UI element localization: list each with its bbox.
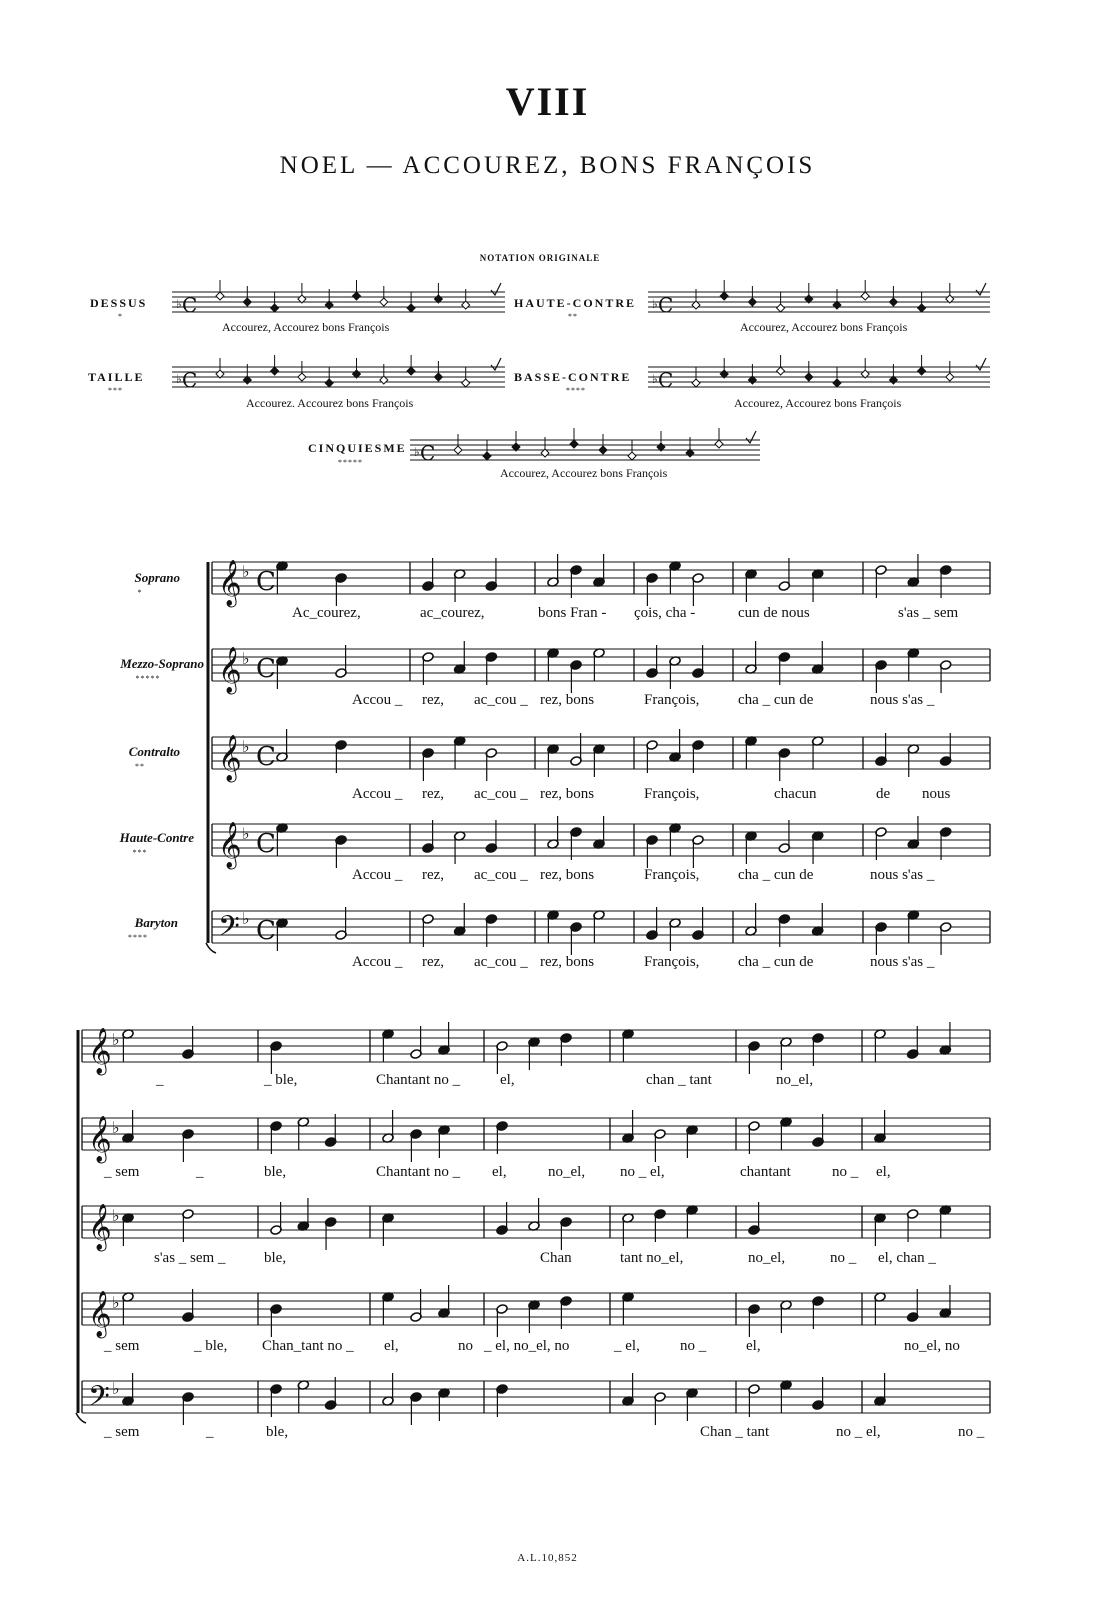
lyric: _ ble, — [264, 1072, 298, 1088]
mensuration-sign: C — [182, 293, 198, 317]
voice-mark-haute-contre: ** — [568, 312, 578, 321]
mensuration-sign: C — [658, 293, 674, 317]
treble-clef: 𝄞 — [218, 560, 242, 606]
lyric: bons Fran - — [538, 605, 607, 621]
treble-clef: 𝄞 — [218, 647, 242, 693]
custos — [746, 431, 756, 443]
mensuration-sign: C — [182, 368, 198, 392]
custos — [491, 358, 501, 370]
lyric: Chan_tant no _ — [262, 1338, 354, 1354]
lyric: Accou _ — [352, 867, 403, 883]
lyric: no _ — [832, 1164, 859, 1180]
lyric: Accou _ — [352, 954, 403, 970]
piece-title: NOEL — ACCOUREZ, BONS FRANÇOIS — [279, 152, 816, 179]
lyric: Chan _ tant — [700, 1424, 770, 1440]
brace-end — [206, 943, 216, 953]
voice-name-dessus: DESSUS — [90, 296, 148, 310]
staff-mark-soprano: * — [137, 588, 143, 597]
lyric: no_el, — [748, 1250, 786, 1266]
lyric: el, — [876, 1164, 891, 1180]
flat-sign: ♭ — [176, 297, 182, 311]
lyric: s'as _ sem — [898, 605, 959, 621]
voice-name-basse-contre: BASSE-CONTRE — [514, 370, 632, 384]
lyric: _ sem — [104, 1164, 140, 1180]
staff-label-haute-contre: Haute-Contre — [119, 830, 194, 845]
lyric: François, — [644, 867, 700, 883]
key-signature-flat: ♭ — [112, 1030, 120, 1049]
lyric: no_el, — [548, 1164, 586, 1180]
neume — [918, 304, 926, 312]
lyric: no_el, no — [904, 1338, 960, 1354]
neume — [628, 452, 636, 460]
neume — [946, 373, 954, 381]
brace-end — [76, 1413, 86, 1423]
lyric: el, chan _ — [878, 1250, 936, 1266]
treble-clef: 𝄞 — [88, 1291, 112, 1337]
neume — [599, 446, 607, 454]
lyric: rez, — [422, 786, 445, 802]
lyric: Chantant no _ — [376, 1164, 461, 1180]
voice-lyric-taille: Accourez. Accourez bons François — [246, 396, 414, 410]
lyric: ac_cou _ — [474, 867, 528, 883]
neume — [720, 292, 728, 300]
neume — [462, 379, 470, 387]
key-signature-flat: ♭ — [112, 1293, 120, 1312]
lyric: ac_cou _ — [474, 786, 528, 802]
lyric: cha _ cun de — [738, 867, 814, 883]
lyric: Ac_courez, — [292, 605, 361, 621]
neume — [298, 373, 306, 381]
lyric: François, — [644, 954, 700, 970]
lyric: nous s'as _ — [870, 692, 935, 708]
lyric: rez, bons — [540, 954, 595, 970]
staff-mark-mezzo-soprano: ***** — [135, 674, 161, 683]
neume — [454, 446, 462, 454]
lyric: nous s'as _ — [870, 867, 935, 883]
common-time: C — [256, 654, 276, 684]
lyric: Chantant no _ — [376, 1072, 461, 1088]
neume — [271, 367, 279, 375]
lyric: chantant — [740, 1164, 791, 1180]
voice-mark-taille: *** — [108, 386, 123, 395]
staff-label-contralto: Contralto — [128, 744, 180, 759]
voice-mark-dessus: * — [118, 312, 123, 321]
key-signature-flat: ♭ — [112, 1379, 120, 1398]
voice-name-cinquiesme: CINQUIESME — [308, 441, 407, 455]
lyric: no _ el, — [836, 1424, 881, 1440]
voice-lyric-basse-contre: Accourez, Accourez bons François — [734, 396, 902, 410]
lyric: çois, cha - — [634, 605, 696, 621]
neume — [715, 440, 723, 448]
neume — [777, 304, 785, 312]
lyric: _ sem — [104, 1338, 140, 1354]
custos — [976, 283, 986, 295]
lyric: François, — [644, 692, 700, 708]
key-signature-flat: ♭ — [242, 649, 250, 668]
lyric: chacun — [774, 786, 817, 802]
common-time: C — [256, 567, 276, 597]
key-signature-flat: ♭ — [242, 824, 250, 843]
lyric: _ — [196, 1164, 204, 1180]
lyric: no — [458, 1338, 473, 1354]
key-signature-flat: ♭ — [242, 737, 250, 756]
common-time: C — [256, 916, 276, 946]
lyric: _ ble, — [194, 1338, 228, 1354]
lyric: chan _ tant — [646, 1072, 712, 1088]
lyric: cun de nous — [738, 605, 810, 621]
lyric: de — [876, 786, 891, 802]
lyric: rez, bons — [540, 867, 595, 883]
treble-clef: 𝄞 — [88, 1116, 112, 1162]
lyric: Accou _ — [352, 692, 403, 708]
voice-mark-cinquiesme: ***** — [338, 458, 363, 467]
lyric: _ el, — [614, 1338, 640, 1354]
lyric: rez, — [422, 692, 445, 708]
lyric: Chan — [540, 1250, 572, 1266]
lyric: cha _ cun de — [738, 954, 814, 970]
lyric: ble, — [266, 1424, 289, 1440]
lyric: no _ — [958, 1424, 985, 1440]
lyric: no_el, — [776, 1072, 814, 1088]
custos — [491, 283, 501, 295]
flat-sign: ♭ — [414, 445, 420, 459]
lyric: ac_cou _ — [474, 692, 528, 708]
lyric: rez, — [422, 954, 445, 970]
neume — [407, 367, 415, 375]
plate-number: A.L.10,852 — [517, 1552, 578, 1564]
bass-clef: 𝄢 — [88, 1380, 110, 1420]
neume — [483, 452, 491, 460]
neume — [861, 292, 869, 300]
treble-clef: 𝄞 — [218, 735, 242, 781]
lyric: François, — [644, 786, 700, 802]
lyric: nous — [922, 786, 951, 802]
neume — [918, 367, 926, 375]
lyric: el, — [746, 1338, 761, 1354]
lyric: ble, — [264, 1164, 287, 1180]
custos — [976, 358, 986, 370]
neume — [243, 298, 251, 306]
voice-lyric-haute-contre: Accourez, Accourez bons François — [740, 320, 908, 334]
key-signature-flat: ♭ — [112, 1118, 120, 1137]
bass-clef: 𝄢 — [218, 910, 240, 950]
key-signature-flat: ♭ — [242, 909, 250, 928]
lyric: s'as _ sem _ — [154, 1250, 226, 1266]
neume — [777, 367, 785, 375]
staff-label-soprano: Soprano — [134, 570, 180, 585]
lyric: _ el, no_el, no — [484, 1338, 570, 1354]
staff-mark-baryton: **** — [128, 933, 148, 942]
lyric: Accou _ — [352, 786, 403, 802]
staff-mark-haute-contre: *** — [132, 848, 148, 857]
lyric: el, — [492, 1164, 507, 1180]
common-time: C — [256, 829, 276, 859]
lyric: ac_cou _ — [474, 954, 528, 970]
lyric: nous s'as _ — [870, 954, 935, 970]
voice-lyric-dessus: Accourez, Accourez bons François — [222, 320, 390, 334]
lyric: no _ el, — [620, 1164, 665, 1180]
neume — [407, 304, 415, 312]
lyric: no _ — [680, 1338, 707, 1354]
neume — [748, 298, 756, 306]
neume — [434, 373, 442, 381]
lyric: rez, bons — [540, 786, 595, 802]
neume — [216, 292, 224, 300]
staff-label-mezzo-soprano: Mezzo-Soprano — [120, 656, 204, 671]
key-signature-flat: ♭ — [112, 1206, 120, 1225]
lyric: ble, — [264, 1250, 287, 1266]
staff-mark-contralto: ** — [135, 762, 145, 771]
treble-clef: 𝄞 — [88, 1204, 112, 1250]
lyric: cha _ cun de — [738, 692, 814, 708]
mensuration-sign: C — [420, 441, 436, 465]
neume — [692, 379, 700, 387]
neume — [570, 440, 578, 448]
flat-sign: ♭ — [652, 372, 658, 386]
lyric: rez, bons — [540, 692, 595, 708]
common-time: C — [256, 742, 276, 772]
neume — [833, 379, 841, 387]
neume — [325, 379, 333, 387]
flat-sign: ♭ — [652, 297, 658, 311]
lyric: _ sem — [104, 1424, 140, 1440]
lyric: _ — [156, 1072, 164, 1088]
neume — [380, 298, 388, 306]
voice-name-taille: TAILLE — [88, 370, 145, 384]
lyric: _ — [206, 1424, 214, 1440]
lyric: no _ — [830, 1250, 857, 1266]
lyric: el, — [500, 1072, 515, 1088]
voice-name-haute-contre: HAUTE-CONTRE — [514, 296, 637, 310]
treble-clef: 𝄞 — [218, 822, 242, 868]
neume — [271, 304, 279, 312]
flat-sign: ♭ — [176, 372, 182, 386]
lyric: el, — [384, 1338, 399, 1354]
staff-label-baryton: Baryton — [134, 915, 178, 930]
neume — [353, 292, 361, 300]
key-signature-flat: ♭ — [242, 562, 250, 581]
lyric: rez, — [422, 867, 445, 883]
neume — [889, 298, 897, 306]
voice-mark-basse-contre: **** — [566, 386, 586, 395]
lyric: ac_courez, — [420, 605, 485, 621]
lyric: tant no_el, — [620, 1250, 684, 1266]
piece-number: VIII — [505, 79, 590, 124]
voice-lyric-cinquiesme: Accourez, Accourez bons François — [500, 466, 668, 480]
mensuration-sign: C — [658, 368, 674, 392]
treble-clef: 𝄞 — [88, 1028, 112, 1074]
original-notation-label: NOTATION ORIGINALE — [479, 253, 601, 263]
neume — [805, 373, 813, 381]
